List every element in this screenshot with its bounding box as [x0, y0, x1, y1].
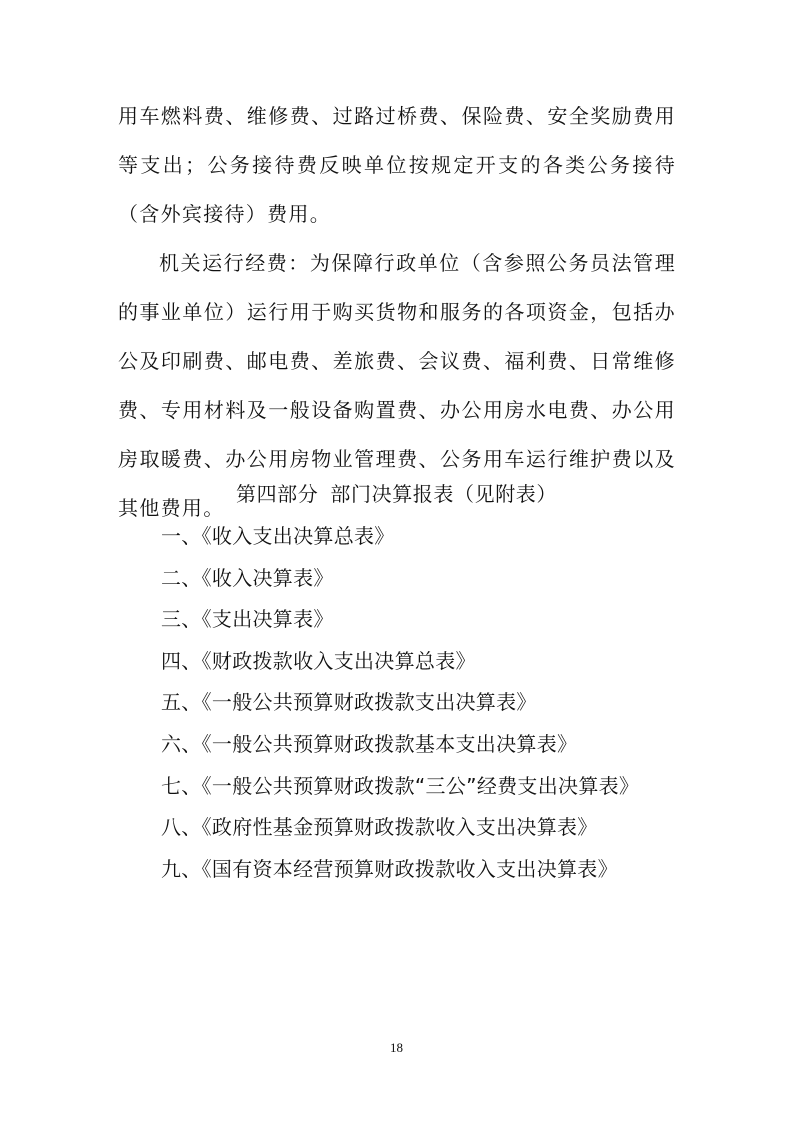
list-item: 七、《一般公共预算财政拨款“三公”经费支出决算表》: [161, 773, 640, 798]
section-title-text: 部门决算报表（见附表）: [330, 482, 557, 506]
list-item: 二、《收入决算表》: [161, 565, 334, 590]
page-number: 18: [390, 1040, 403, 1055]
list-item: 一、《收入支出决算总表》: [161, 524, 395, 548]
list-item: 六、《一般公共预算财政拨款基本支出决算表》: [161, 731, 578, 756]
list-item: 五、《一般公共预算财政拨款支出决算表》: [161, 690, 537, 715]
section-part-label: 第四部分: [235, 482, 319, 506]
list-item: 三、《支出决算表》: [161, 607, 334, 632]
section-title: [0, 474, 793, 514]
paragraph-continuation: 用车燃料费、维修费、过路过桥费、保险费、安全奖励费用等支出；公务接待费反映单位按规定开支的各类公务接待（含外宾接待）费用。: [118, 104, 676, 226]
body-text: [118, 92, 676, 533]
report-table-list: [161, 516, 639, 890]
list-item: 九、《国有资本经营预算财政拨款收入支出决算表》: [161, 856, 618, 881]
list-item: 八、《政府性基金预算财政拨款收入支出决算表》: [161, 815, 598, 840]
paragraph-office-operating-expenses: 机关运行经费：为保障行政单位（含参照公务员法管理的事业单位）运行用于购买货物和服务的各项资金，包括办公及印刷费、邮电费、差旅费、会议费、福利费、日常维修费、专用材料及一般设备购置费、办公用房水电费、办公用房取暖费、办公用房物业管理费、公务用车运行维护费以及其他费用。: [118, 251, 676, 520]
list-item: 四、《财政拨款收入支出决算总表》: [161, 648, 476, 673]
